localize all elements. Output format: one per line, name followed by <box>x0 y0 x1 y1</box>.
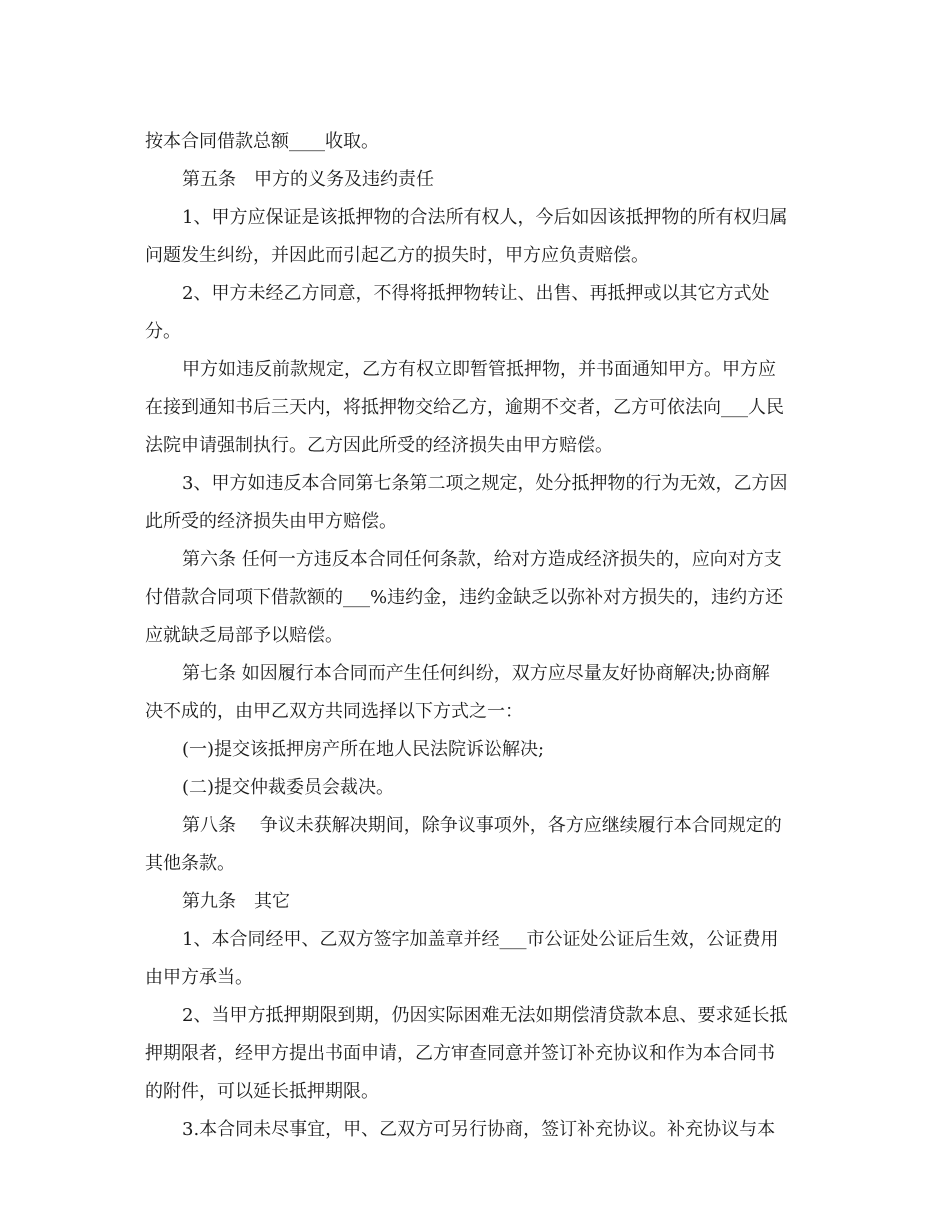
text-line: 按本合同借款总额____收取。 <box>145 131 379 152</box>
text-line: 的附件，可以延长抵押期限。 <box>145 1081 379 1102</box>
text-line: 3、甲方如违反本合同第七条第二项之规定，处分抵押物的行为无效，乙方因 <box>182 473 788 494</box>
section-heading-article-9: 第九条 其它 <box>182 891 290 912</box>
text-line: 付借款合同项下借款额的___%违约金，违约金缺乏以弥补对方损失的，违约方还 <box>145 587 784 608</box>
text-line: 法院申请强制执行。乙方因此所受的经济损失由甲方赔偿。 <box>145 435 613 456</box>
text-line: 1、本合同经甲、乙双方签字加盖章并经___市公证处公证后生效，公证费用 <box>182 929 779 950</box>
section-heading-article-6: 第六条 任何一方违反本合同任何条款，给对方造成经济损失的，应向对方支 <box>182 549 782 570</box>
text-line: 2、当甲方抵押期限到期，仍因实际困难无法如期偿清贷款本息、要求延长抵 <box>182 1005 788 1026</box>
text-line: 此所受的经济损失由甲方赔偿。 <box>145 511 397 532</box>
section-heading-article-8: 第八条 争议未获解决期间，除争议事项外，各方应继续履行本合同规定的 <box>182 815 782 836</box>
text-line: 在接到通知书后三天内，将抵押物交给乙方，逾期不交者，乙方可依法向___人民 <box>145 397 784 418</box>
text-line: (二)提交仲裁委员会裁决。 <box>182 777 395 798</box>
text-line: 3.本合同未尽事宜，甲、乙双方可另行协商，签订补充协议。补充协议与本 <box>182 1119 776 1140</box>
section-heading-article-5: 第五条 甲方的义务及违约责任 <box>182 169 434 190</box>
text-line: 应就缺乏局部予以赔偿。 <box>145 625 343 646</box>
text-line: (一)提交该抵押房产所在地人民法院诉讼解决; <box>182 739 545 760</box>
text-line: 分。 <box>145 321 181 342</box>
text-line: 1、甲方应保证是该抵押物的合法所有权人，今后如因该抵押物的所有权归属 <box>182 207 788 228</box>
text-line: 由甲方承当。 <box>145 967 253 988</box>
text-line: 甲方如违反前款规定，乙方有权立即暂管抵押物，并书面通知甲方。甲方应 <box>182 359 776 380</box>
text-line: 决不成的，由甲乙双方共同选择以下方式之一： <box>145 701 523 722</box>
text-line: 其他条款。 <box>145 853 235 874</box>
text-line: 问题发生纠纷，并因此而引起乙方的损失时，甲方应负责赔偿。 <box>145 245 649 266</box>
text-line: 押期限者，经甲方提出书面申请，乙方审查同意并签订补充协议和作为本合同书 <box>145 1043 775 1064</box>
section-heading-article-7: 第七条 如因履行本合同而产生任何纠纷，双方应尽量友好协商解决;协商解 <box>182 663 770 684</box>
text-line: 2、甲方未经乙方同意，不得将抵押物转让、出售、再抵押或以其它方式处 <box>182 283 770 304</box>
